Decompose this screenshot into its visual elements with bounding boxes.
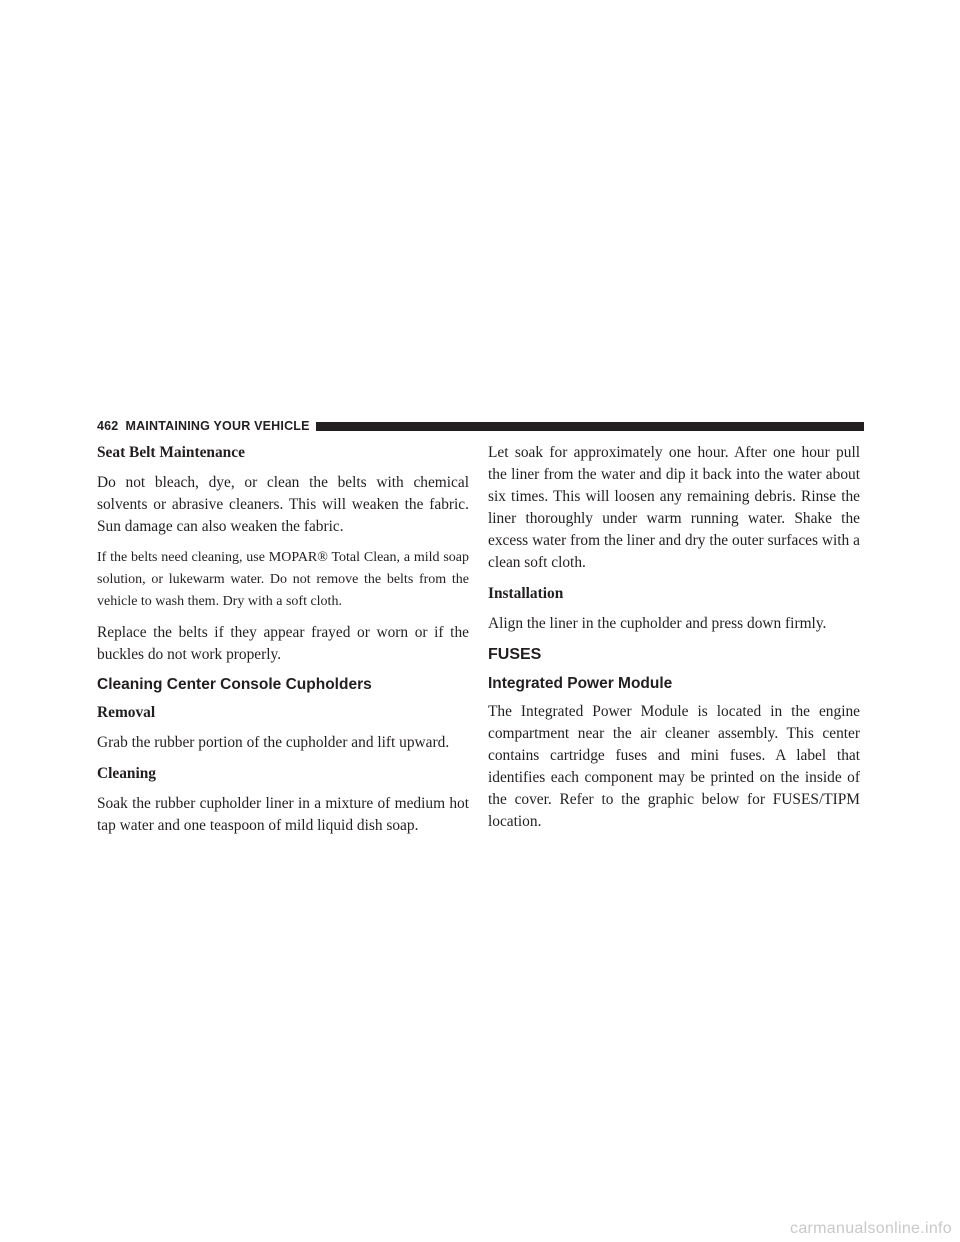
- section-title: MAINTAINING YOUR VEHICLE: [125, 419, 310, 433]
- header-rule: [316, 422, 864, 431]
- watermark: carmanualsonline.info: [790, 1220, 952, 1237]
- fuses-heading: FUSES: [488, 646, 542, 663]
- integrated-power-module-heading: Integrated Power Module: [488, 675, 673, 692]
- cleaning-paragraph-continued: Let soak for approximately one hour. After one hour pull the liner from the water and dip it back into the water about six times. This will loosen any remaining debris. Rinse the liner thoroughly under warm running water. Shake the excess water from the liner and dry the outer surfaces with a clean soft cloth.: [488, 444, 860, 571]
- left-column: [97, 442, 469, 846]
- right-column: [488, 442, 860, 842]
- seat-belt-paragraph-1: Do not bleach, dye, or clean the belts with chemical solvents or abrasive cleaners. This will weaken the fabric. Sun damage can also weaken the fabric.: [97, 474, 469, 535]
- page-header: [97, 418, 864, 434]
- removal-paragraph: Grab the rubber portion of the cupholder and lift upward.: [97, 734, 450, 751]
- seat-belt-paragraph-2: If the belts need cleaning, use MOPAR® Total Clean, a mild soap solution, or lukewarm water. Do not remove the belts from the vehicle to wash them. Dry with a soft cloth.: [97, 550, 469, 609]
- integrated-power-module-paragraph: The Integrated Power Module is located in the engine compartment near the air cleaner assembly. This center contains cartridge fuses and mini fuses. A label that identifies each component may be printed on the inside of the cover. Refer to the graphic below for FUSES/TIPM location.: [488, 703, 860, 830]
- page-number: 462: [97, 419, 119, 433]
- cleaning-heading: Cleaning: [97, 765, 157, 782]
- seat-belt-paragraph-3: Replace the belts if they appear frayed or worn or if the buckles do not work properly.: [97, 624, 469, 663]
- installation-paragraph: Align the liner in the cupholder and press down firmly.: [488, 615, 827, 632]
- cupholders-heading: Cleaning Center Console Cupholders: [97, 676, 372, 693]
- seat-belt-maintenance-heading: Seat Belt Maintenance: [97, 444, 245, 461]
- installation-heading: Installation: [488, 585, 564, 602]
- cleaning-paragraph: Soak the rubber cupholder liner in a mixture of medium hot tap water and one teaspoon of mild liquid dish soap.: [97, 795, 469, 834]
- removal-heading: Removal: [97, 704, 156, 721]
